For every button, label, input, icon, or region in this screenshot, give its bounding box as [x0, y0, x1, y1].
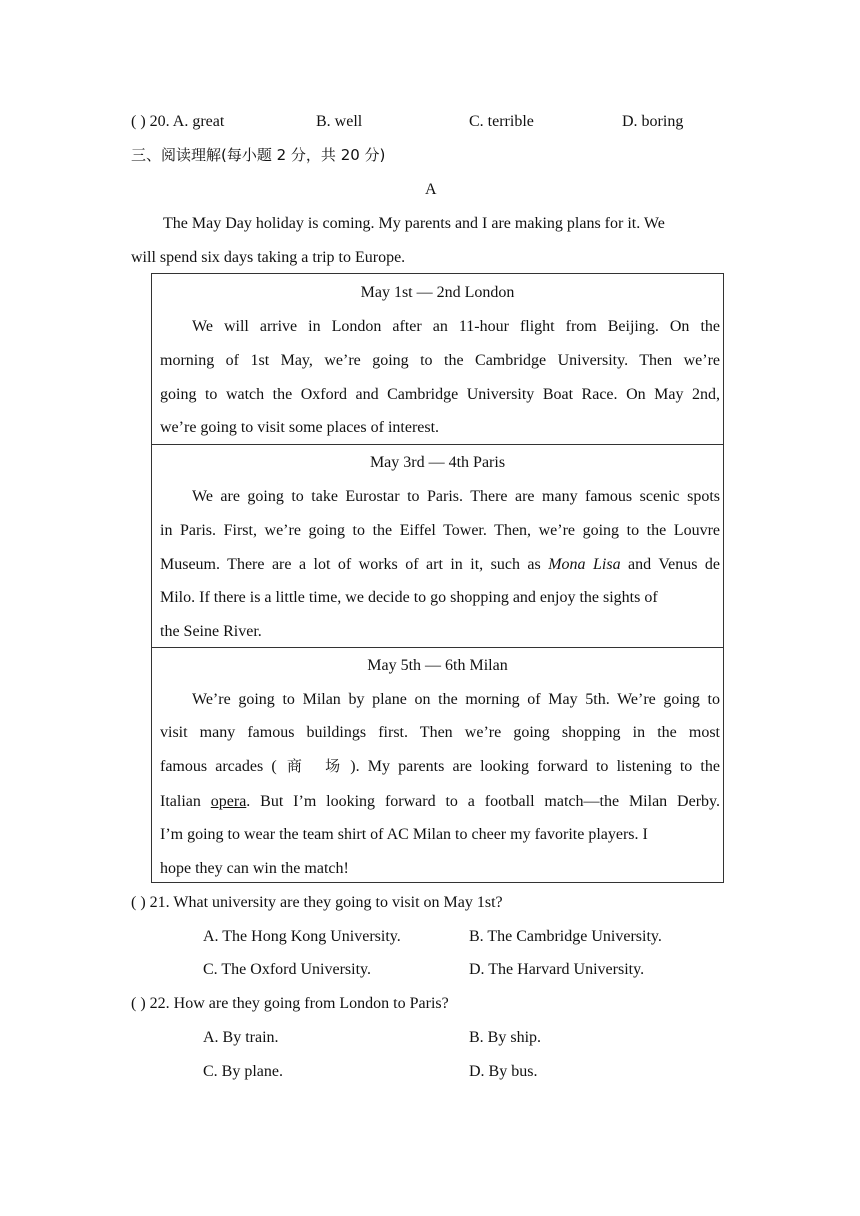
q20-number: ( ) 20.	[131, 113, 170, 130]
itinerary-paris	[152, 444, 723, 647]
milan-line-4-c: . But I’m looking forward to a football match—the Milan Derby.	[246, 793, 720, 810]
q20-stem	[131, 114, 224, 130]
paris-line-3	[160, 557, 720, 573]
london-line-1: We will arrive in London after an 11-hour flight from Beijing. On the	[192, 318, 720, 335]
milan-line-4	[160, 794, 720, 810]
mona-lisa-title: Mona Lisa	[548, 556, 621, 573]
intro-line-2: will spend six days taking a trip to Europe.	[131, 249, 406, 266]
intro-text-1: The May Day holiday is coming. My parents and I are making plans for it. We	[163, 215, 665, 232]
milan-line-1: We’re going to Milan by plane on the morning of May 5th. We’re going to	[192, 691, 720, 708]
london-title: May 1st — 2nd London	[360, 284, 515, 301]
london-line-3: going to watch the Oxford and Cambridge University Boat Race. On May 2nd,	[160, 386, 720, 403]
opera-underlined-word: opera	[210, 793, 247, 810]
q20-option-d: D. boring	[622, 113, 684, 130]
milan-line-6: hope they can win the match!	[160, 860, 349, 877]
milan-line-3-a: famous arcades (	[160, 758, 277, 775]
paris-line-3-c: and Venus de	[620, 556, 721, 573]
paris-line-4: Milo. If there is a little time, we decide to go shopping and enjoy the sights of	[160, 589, 658, 606]
london-line-2: morning of 1st May, we’re going to the Cambridge University. Then we’re	[160, 352, 720, 369]
q22-option-d: D. By bus.	[469, 1063, 538, 1080]
paris-line-5: the Seine River.	[160, 623, 262, 640]
arcades-chinese-gloss: 商 场	[282, 757, 345, 775]
paris-line-1: We are going to take Eurostar to Paris. There are many famous scenic spots	[192, 488, 720, 505]
milan-line-5: I’m going to wear the team shirt of AC Milan to cheer my favorite players. I	[160, 826, 648, 843]
q22-option-a: A. By train.	[203, 1029, 279, 1046]
q20-option-b: B. well	[316, 113, 363, 130]
q20-option-c: C. terrible	[469, 113, 534, 130]
q21-stem: ( ) 21. What university are they going to visit on May 1st?	[131, 894, 503, 911]
paris-line-2: in Paris. First, we’re going to the Eiffel Tower. Then, we’re going to the Louvre	[160, 522, 720, 539]
itinerary-milan	[152, 647, 723, 882]
milan-line-4-a: Italian	[160, 793, 211, 810]
q21-option-a: A. The Hong Kong University.	[203, 928, 401, 945]
itinerary-london	[152, 274, 723, 444]
q21-option-d: D. The Harvard University.	[469, 961, 645, 978]
milan-line-3	[160, 759, 720, 775]
q22-option-b: B. By ship.	[469, 1029, 542, 1046]
paris-line-3-a: Museum. There are a lot of works of art in it, such as	[160, 556, 549, 573]
passage-label: A	[425, 181, 437, 198]
milan-line-2: visit many famous buildings first. Then we’re going shopping in the most	[160, 724, 720, 741]
q22-option-c: C. By plane.	[203, 1063, 283, 1080]
q20-option-a: A. great	[172, 113, 225, 130]
london-line-4: we’re going to visit some places of interest.	[160, 419, 440, 436]
q22-stem: ( ) 22. How are they going from London to Paris?	[131, 995, 449, 1012]
q21-option-b: B. The Cambridge University.	[469, 928, 662, 945]
milan-title: May 5th — 6th Milan	[367, 657, 508, 674]
q21-option-c: C. The Oxford University.	[203, 961, 371, 978]
itinerary-table	[151, 273, 724, 883]
section-heading: 三、阅读理解(每小题 2 分，共 20 分)	[131, 146, 386, 164]
milan-line-3-c: ). My parents are looking forward to listening to the	[350, 758, 720, 775]
intro-line-1	[163, 216, 708, 232]
paris-title: May 3rd — 4th Paris	[369, 454, 506, 471]
